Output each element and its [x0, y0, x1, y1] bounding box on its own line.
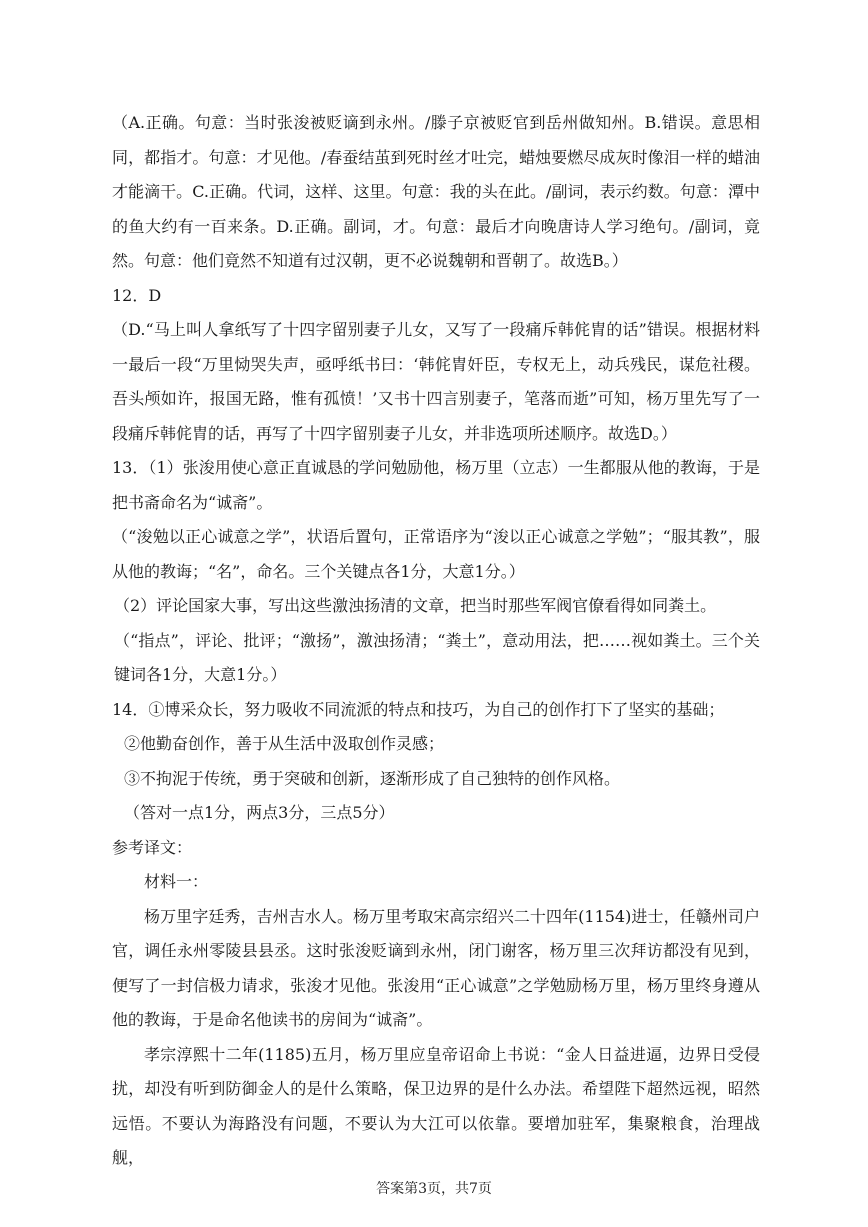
answer-14-point2: ②他勤奋创作，善于从生活中汲取创作灵感； [124, 734, 445, 753]
material-one-heading: 材料一： [144, 872, 209, 891]
answer-11-explanation: （A.正确。句意：当时张浚被贬谪到永州。/滕子京被贬官到岳州做知州。B.错误。意思相同，都指才。句意：才见他。/春蚕结茧到死时丝才吐完，蜡烛要燃尽成灰时像泪一样的蜡油才能滴干。C.正确。代词，这样、这里。句意：我的头在此。/副词，表示约数。句意：潭中的鱼大约有一百来条。D.正确。副词，才。句意：最后才向晚唐诗人学习绝句。/副词，竟然。句意：他们竟然不知道有过汉朝，更不必说魏朝和晋朝了。故选B。） [112, 113, 760, 270]
answer-13-part1-explanation: （“浚勉以正心诚意之学”，状语后置句，正常语序为“浚以正心诚意之学勉”；“服其教”，服从他的教诲；“名”，命名。三个关键点各1分，大意1分。） [112, 527, 760, 581]
answer-12: 12．D [112, 285, 162, 305]
answer-content [112, 106, 760, 1176]
answer-12-explanation: （D.“马上叫人拿纸写了十四字留别妻子儿女，又写了一段痛斥韩侂胄的话”错误。根据材料一最后一段“万里恸哭失声，亟呼纸书曰：‘韩侂胄奸臣，专权无上，动兵残民，谋危社稷。吾头颅如许，报国无路，惟有孤愤！’又书十四言别妻子，笔落而逝”可知，杨万里先写了一段痛斥韩侂胄的话，再写了十四字留别妻子儿女，并非选项所述顺序。故选D。） [112, 320, 760, 443]
translation-heading: 参考译文： [112, 837, 193, 857]
answer-14-scoring: （答对一点1分，两点3分，三点5分） [124, 803, 395, 822]
answer-14-point1: 14．①博采众长，努力吸收不同流派的特点和技巧，为自己的创作打下了坚实的基础； [112, 699, 725, 719]
translation-paragraph-2: 孝宗淳熙十二年(1185)五月，杨万里应皇帝诏命上书说：“金人日益进逼，边界日受侵扰，却没有听到防御金人的是什么策略，保卫边界的是什么办法。希望陛下超然远视，昭然远悟。不要认为海路没有问题，不要认为大江可以依靠。要增加驻军，集聚粮食，治理战舰， [112, 1044, 760, 1167]
translation-paragraph-1: 杨万里字廷秀，吉州吉水人。杨万里考取宋高宗绍兴二十四年(1154)进士，任赣州司户官，调任永州零陵县县丞。这时张浚贬谪到永州，闭门谢客，杨万里三次拜访都没有见到，便写了一封信极力请求，张浚才见他。张浚用“正心诚意”之学勉励杨万里，杨万里终身遵从他的教诲，于是命名他读书的房间为“诚斋”。 [112, 906, 760, 1029]
answer-13-part2-explanation: （“指点”，评论、批评；“激扬”，激浊扬清；“粪土”，意动用法，把……视如粪土。三个关键词各1分，大意1分。） [114, 630, 760, 684]
answer-13-part2: （2）评论国家大事，写出这些激浊扬清的文章，把当时那些军阀官僚看得如同粪土。 [114, 596, 717, 615]
answer-13-part1: 13．（1）张浚用使心意正直诚恳的学问勉励他，杨万里（立志）一生都服从他的教诲，于是把书斋命名为“诚斋”。 [112, 458, 760, 512]
answer-14-point3: ③不拘泥于传统，勇于突破和创新，逐渐形成了自己独特的创作风格。 [124, 768, 621, 788]
page-footer: 答案第3页，共7页 [376, 1181, 492, 1197]
